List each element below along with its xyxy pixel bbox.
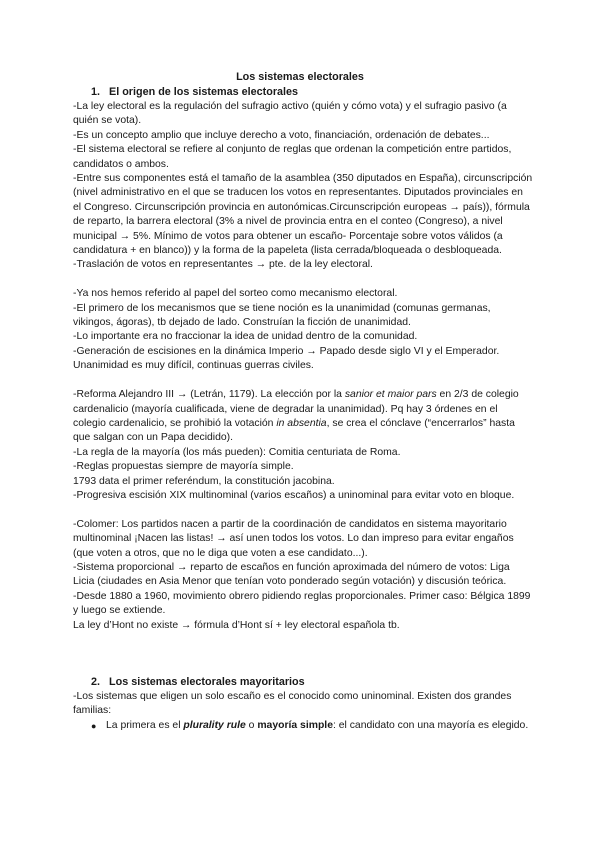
section-2-body [73,690,533,719]
paragraph: -Traslación de votos en representantes → pte. de la ley electoral. [73,259,373,271]
paragraph: 1793 data el primer referéndum, la constitución jacobina. [73,475,335,487]
paragraph: -Lo importante era no fraccionar la idea de unidad dentro de la comunidad. [73,331,418,343]
bullet-text-2: o [245,720,258,731]
section-2-number: 2. [91,676,101,688]
paragraph: -La ley electoral es la regulación del sufragio activo (quién y cómo vota) y el sufragio pasivo (a quién se vota). [73,101,507,127]
bullet-text-3: : el candidato con una mayoría es elegido. [332,720,529,731]
reforma-text-1: -Reforma Alejandro III → (Letrán, 1179). La elección por la [73,389,345,401]
paragraph: La ley d’Hont no existe → fórmula d’Hont sí + ley electoral española tb. [73,619,400,631]
reforma-italic-1: sanior et maior pars [344,389,437,401]
section-1-body [73,100,533,633]
reforma-italic-2: in absentia [276,417,327,429]
paragraph: -El primero de los mecanismos que se tiene noción es la unanimidad (comunas germanas, vikingos, ágoras), tb dejado de lado. Construían la ficción de unanimidad. [73,302,491,329]
section-2-heading-text: Los sistemas electorales mayoritarios [109,676,305,688]
reforma-text-2: en 2/3 de colegio cardenalicio (mayoría cualificada, viene de degradar la unanimidad). Pq hay 3 órdenes en el colegio cardenalicio, se prohibió la votación [73,389,519,429]
section-2-heading [91,675,305,689]
paragraph: -Reglas propuestas siempre de mayoría simple. [73,461,294,473]
paragraph: -Entre sus componentes está el tamaño de la asamblea (350 diputados en España), circunscripción (nivel administrativo en el que se traducen los votos en representantes. Diputados provinciales en el Congreso. Circunscripción provincia en autonómicas.Circunscripción europeas → país)), fórmula de reparto, la barrera electoral (3% a nivel de provincia entra en el conteo (Congreso), a nivel municipal → 5%. Mínimo de votos para obtener un escaño- Porcentaje sobre votos válidos (a candidatura + en blanco)) y la forma de la papeleta (lista cerrada/bloqueada o desbloqueada. [73,173,533,257]
section-1-number: 1. [91,86,101,98]
paragraph-reforma [73,388,533,446]
paragraph: -Es un concepto amplio que incluye derecho a voto, financiación, ordenación de debates... [73,129,490,141]
bullet-text [106,719,531,733]
bullet-item [91,719,531,733]
document-title: Los sistemas electorales [236,71,364,83]
section-1-heading [91,85,298,99]
paragraph: -Progresiva escisión XIX multinominal (varios escaños) a uninominal para evitar voto en bloque. [73,489,515,501]
bullet-bold: mayoría simple [257,720,333,731]
paragraph: -Desde 1880 a 1960, movimiento obrero pidiendo reglas proporcionales. Primer caso: Bélgica 1899 y luego se extiende. [73,590,531,617]
paragraph: -Sistema proporcional → reparto de escaños en función aproximada del número de votos: Liga Licia (ciudades en Asia Menor que tenían voto ponderado según votación) y discusión teórica. [73,561,510,588]
section-1-heading-text: El origen de los sistemas electorales [109,86,299,98]
paragraph: -La regla de la mayoría (los más pueden): Comitia centuriata de Roma. [73,446,401,458]
paragraph: -Generación de escisiones en la dinámica Imperio → Papado desde siglo VI y el Emperador. Unanimidad es muy difícil, continuas guerras civiles. [73,345,500,372]
bullet-text-1: La primera es el [106,720,184,731]
paragraph: -Los sistemas que eligen un solo escaño es el conocido como uninominal. Existen dos grandes familias: [73,691,512,717]
paragraph: -El sistema electoral se refiere al conjunto de reglas que ordenan la competición entre partidos, candidatos o ambos. [73,144,512,170]
paragraph: -Ya nos hemos referido al papel del sorteo como mecanismo electoral. [73,288,398,300]
bullet-dot-icon: ● [91,721,97,731]
reforma-text-3: , se crea el cónclave (“encerrarlos” hasta que salgan con un Papa decidido). [73,417,515,444]
paragraph: -Colomer: Los partidos nacen a partir de la coordinación de candidatos en sistema mayoritario multinominal ¡Nacen las listas! → así unen todos los votos. Lo dan impreso para evitar engaños (que voten a otros, que no le diga que voten a ese candidato...). [73,518,514,559]
bullet-bold-italic: plurality rule [183,720,246,731]
